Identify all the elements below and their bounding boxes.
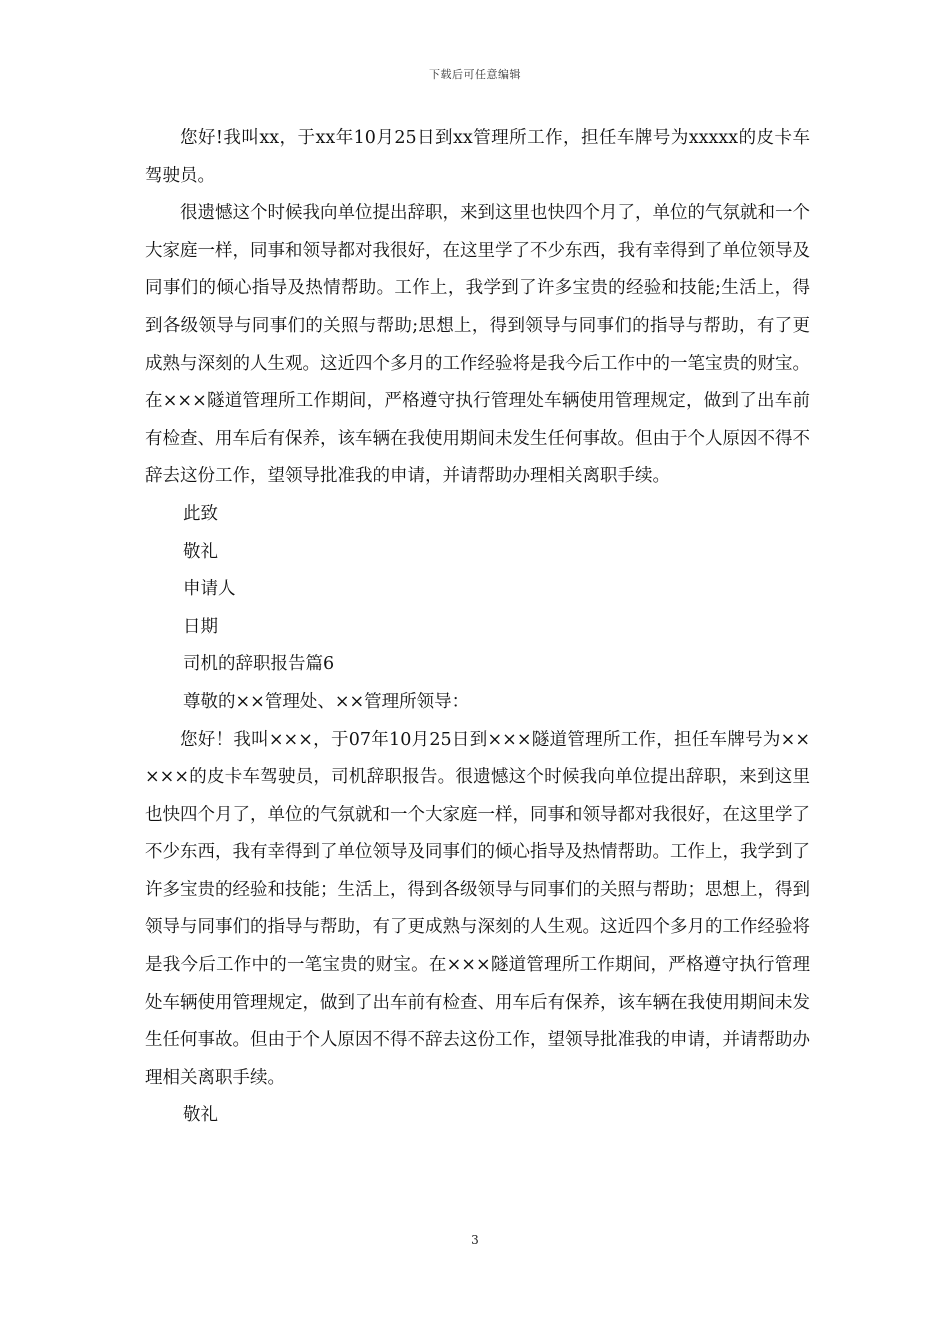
closing-cizhi: 此致 <box>183 503 218 524</box>
page-number: 3 <box>471 1233 479 1247</box>
closing-jingli: 敬礼 <box>183 541 218 562</box>
header-note: 下载后可任意编辑 <box>429 68 521 81</box>
document-body <box>145 120 810 1135</box>
date-label: 日期 <box>183 616 218 637</box>
paragraph-greeting: 您好!我叫xx，于xx年10月25日到xx管理所工作，担任车牌号为xxxxx的皮卡车驾驶员。 <box>145 128 810 186</box>
closing-jingli-2: 敬礼 <box>183 1105 218 1126</box>
salutation: 尊敬的××管理处、××管理所领导： <box>183 691 470 712</box>
paragraph-letter-body: 您好！我叫×××，于07年10月25日到×××隧道管理所工作，担任车牌号为×××××的皮卡车驾驶员，司机辞职报告。很遗憾这个时候我向单位提出辞职，来到这里也快四个月了，单位的气氛就和一个大家庭一样，同事和领导都对我很好，在这里学了不少东西，我有幸得到了单位领导及同事们的倾心指导及热情帮助。工作上，我学到了许多宝贵的经验和技能；生活上，得到各级领导与同事们的关照与帮助；思想上，得到领导与同事们的指导与帮助，有了更成熟与深刻的人生观。这近四个多月的工作经验将是我今后工作中的一笔宝贵的财宝。在×××隧道管理所工作期间，严格遵守执行管理处车辆使用管理规定，做到了出车前有检查、用车后有保养，该车辆在我使用期间未发生任何事故。但由于个人原因不得不辞去这份工作，望领导批准我的申请，并请帮助办理相关离职手续。 <box>145 729 810 1088</box>
section-title: 司机的辞职报告篇6 <box>183 654 335 675</box>
applicant-label: 申请人 <box>183 579 236 600</box>
paragraph-resignation-reason: 很遗憾这个时候我向单位提出辞职，来到这里也快四个月了，单位的气氛就和一个大家庭一样，同事和领导都对我很好，在这里学了不少东西，我有幸得到了单位领导及同事们的倾心指导及热情帮助。工作上，我学到了许多宝贵的经验和技能;生活上，得到各级领导与同事们的关照与帮助;思想上，得到领导与同事们的指导与帮助，有了更成熟与深刻的人生观。这近四个多月的工作经验将是我今后工作中的一笔宝贵的财宝。在×××隧道管理所工作期间，严格遵守执行管理处车辆使用管理规定，做到了出车前有检查、用车后有保养，该车辆在我使用期间未发生任何事故。但由于个人原因不得不辞去这份工作，望领导批准我的申请，并请帮助办理相关离职手续。 <box>145 203 810 487</box>
